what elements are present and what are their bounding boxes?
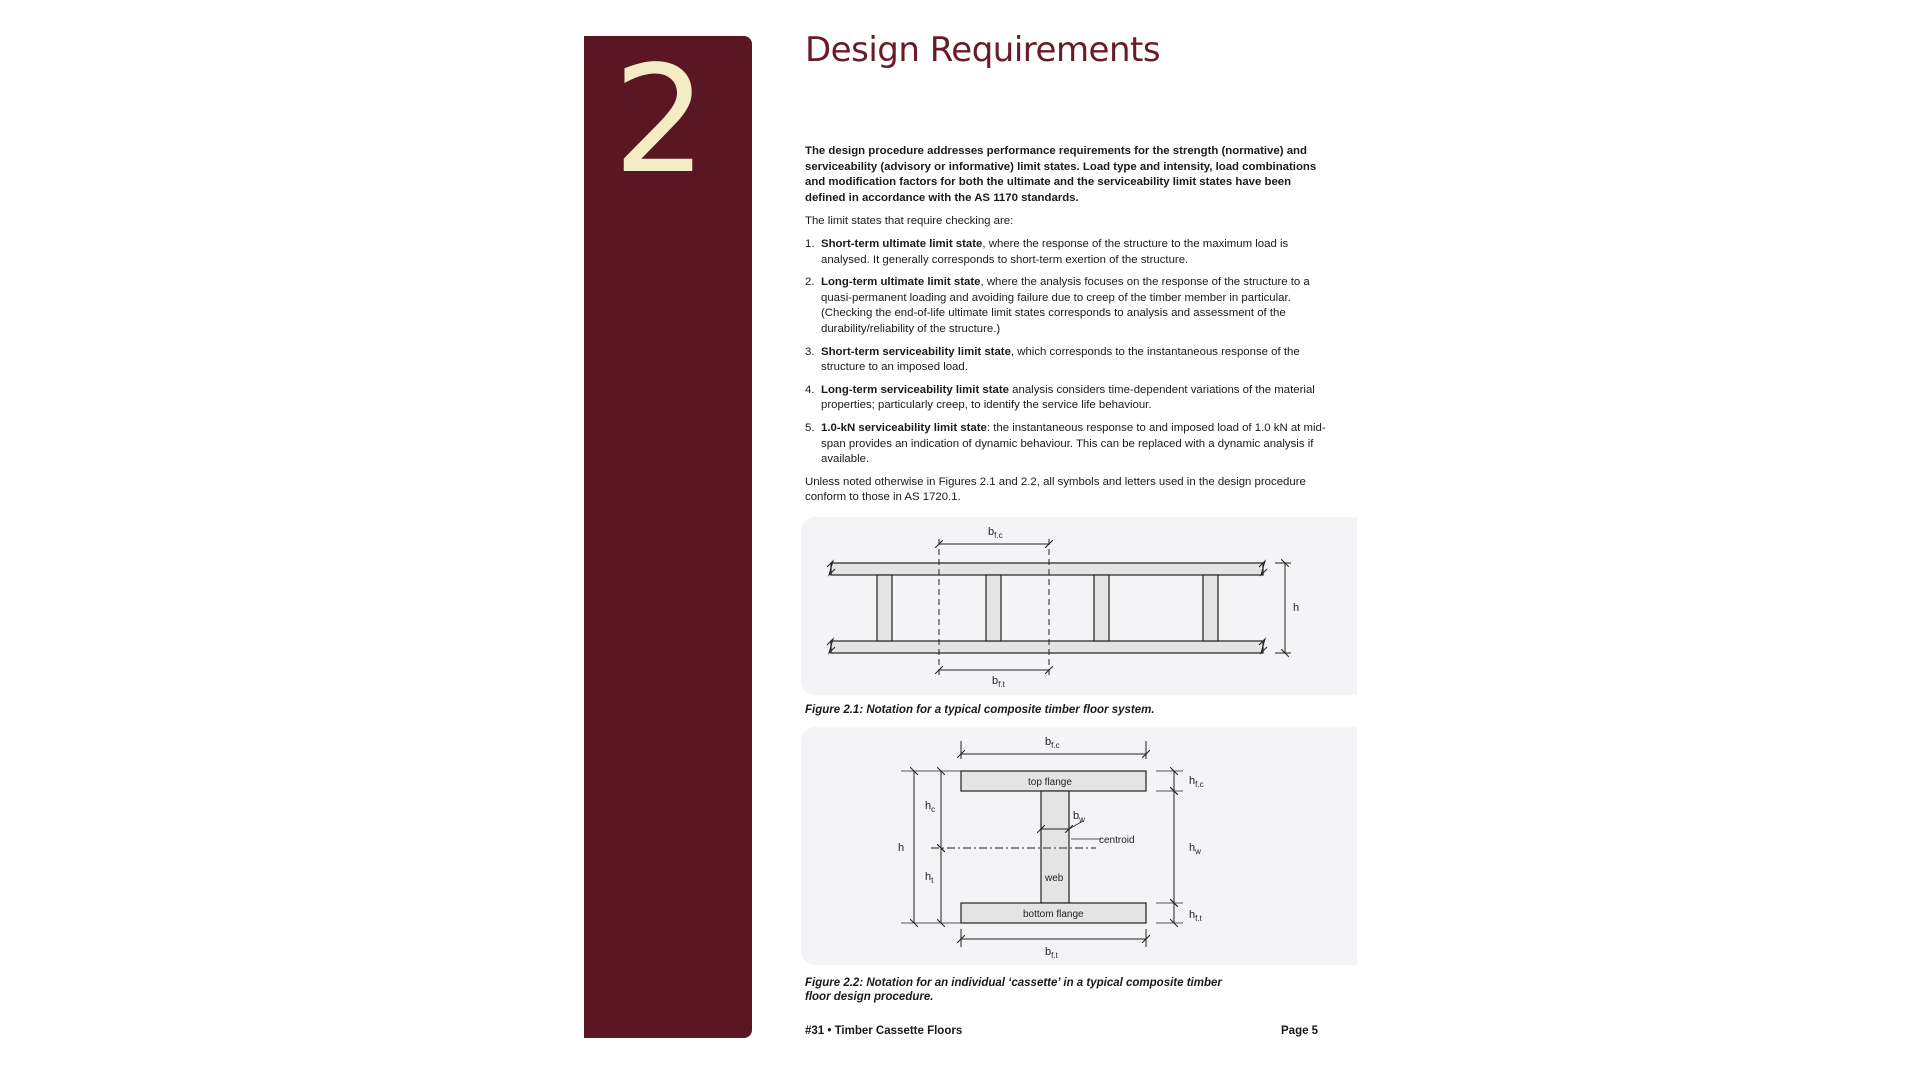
centroid-label: centroid xyxy=(1099,835,1135,846)
web-2 xyxy=(986,575,1001,641)
h-label: h xyxy=(1293,602,1300,614)
web-rect xyxy=(1041,791,1069,903)
hfc-label: $h_{f.c}$ xyxy=(1189,775,1204,789)
limit-states-list xyxy=(805,237,1330,468)
figure-2-1-panel xyxy=(801,517,1357,695)
hw-label: $h_w$ xyxy=(1189,842,1201,856)
list-item: 3. Short-term serviceability limit state, which corresponds to the instantaneous response of the structure to an imposed load. xyxy=(805,345,1300,374)
intro-paragraph: The limit states that require checking are: xyxy=(805,215,1014,228)
figure-2-2-panel xyxy=(801,727,1357,965)
bw-label: $b_w$ xyxy=(1073,810,1085,824)
hft-label: $h_{f.t}$ xyxy=(1189,909,1202,923)
bfc-label: $b_{f.c}$ xyxy=(1045,736,1060,750)
web-4 xyxy=(1203,575,1218,641)
ht-label: $h_t$ xyxy=(925,871,934,885)
cassette-section-diagram xyxy=(801,727,1357,965)
body-text xyxy=(805,144,1330,513)
list-item: 2. Long-term ultimate limit state, where the analysis focuses on the response of the structure to a quasi-permanent loading and avoiding failure due to creep of the timber member in particular. (Checking the end-of-life ultimate limit states corresponds to analysis and assessment of the durability/reliability of the structure.) xyxy=(805,276,1310,335)
web-1 xyxy=(877,575,892,641)
h-label: h xyxy=(898,842,905,854)
footer-publication: #31 • Timber Cassette Floors xyxy=(805,1025,963,1037)
bft-label: $b_{f.t}$ xyxy=(1045,946,1058,960)
web-label: web xyxy=(1045,873,1064,884)
top-flange-plate xyxy=(831,563,1263,575)
list-item: 5. 1.0-kN serviceability limit state: the instantaneous response to and imposed load of 1.0 kN at mid-span provides an indication of dynamic behaviour. This can be replaced with a dynamic analysis if available. xyxy=(805,421,1326,466)
bft-label: $b_{f.t}$ xyxy=(992,675,1005,689)
notation-note: Unless noted otherwise in Figures 2.1 and 2.2, all symbols and letters used in the design procedure conform to those in AS 1720.1. xyxy=(805,475,1306,504)
top-flange-label: top flange xyxy=(1028,777,1072,788)
page-title: Design Requirements xyxy=(805,30,1161,70)
figure-2-2-caption: Figure 2.2: Notation for an individual ‘cassette’ in a typical composite timber floor design procedure. xyxy=(805,977,1222,1003)
floor-system-diagram xyxy=(801,517,1357,695)
lead-paragraph: The design procedure addresses performance requirements for the strength (normative) and serviceability (advisory or informative) limit states. Load type and intensity, load combinations and modification factors for both the ultimate and the serviceability limit states have been defined in accordance with the AS 1170 standards. xyxy=(805,145,1317,204)
footer-page-number: Page 5 xyxy=(1281,1025,1319,1037)
chapter-band xyxy=(584,36,752,1038)
hc-label: $h_c$ xyxy=(925,800,936,814)
figure-2-1-caption: Figure 2.1: Notation for a typical composite timber floor system. xyxy=(805,704,1155,716)
bfc-label: $b_{f.c}$ xyxy=(988,526,1003,540)
bottom-flange-plate xyxy=(831,641,1263,653)
list-item: 1. Short-term ultimate limit state, where the response of the structure to the maximum load is analysed. It generally corresponds to short-term exertion of the structure. xyxy=(805,237,1289,266)
web-3 xyxy=(1094,575,1109,641)
list-item: 4. Long-term serviceability limit state analysis considers time-dependent variations of the material properties; particularly creep, to identify the service life behaviour. xyxy=(805,383,1315,412)
bottom-flange-label: bottom flange xyxy=(1023,909,1084,920)
chapter-number: 2 xyxy=(612,34,708,206)
